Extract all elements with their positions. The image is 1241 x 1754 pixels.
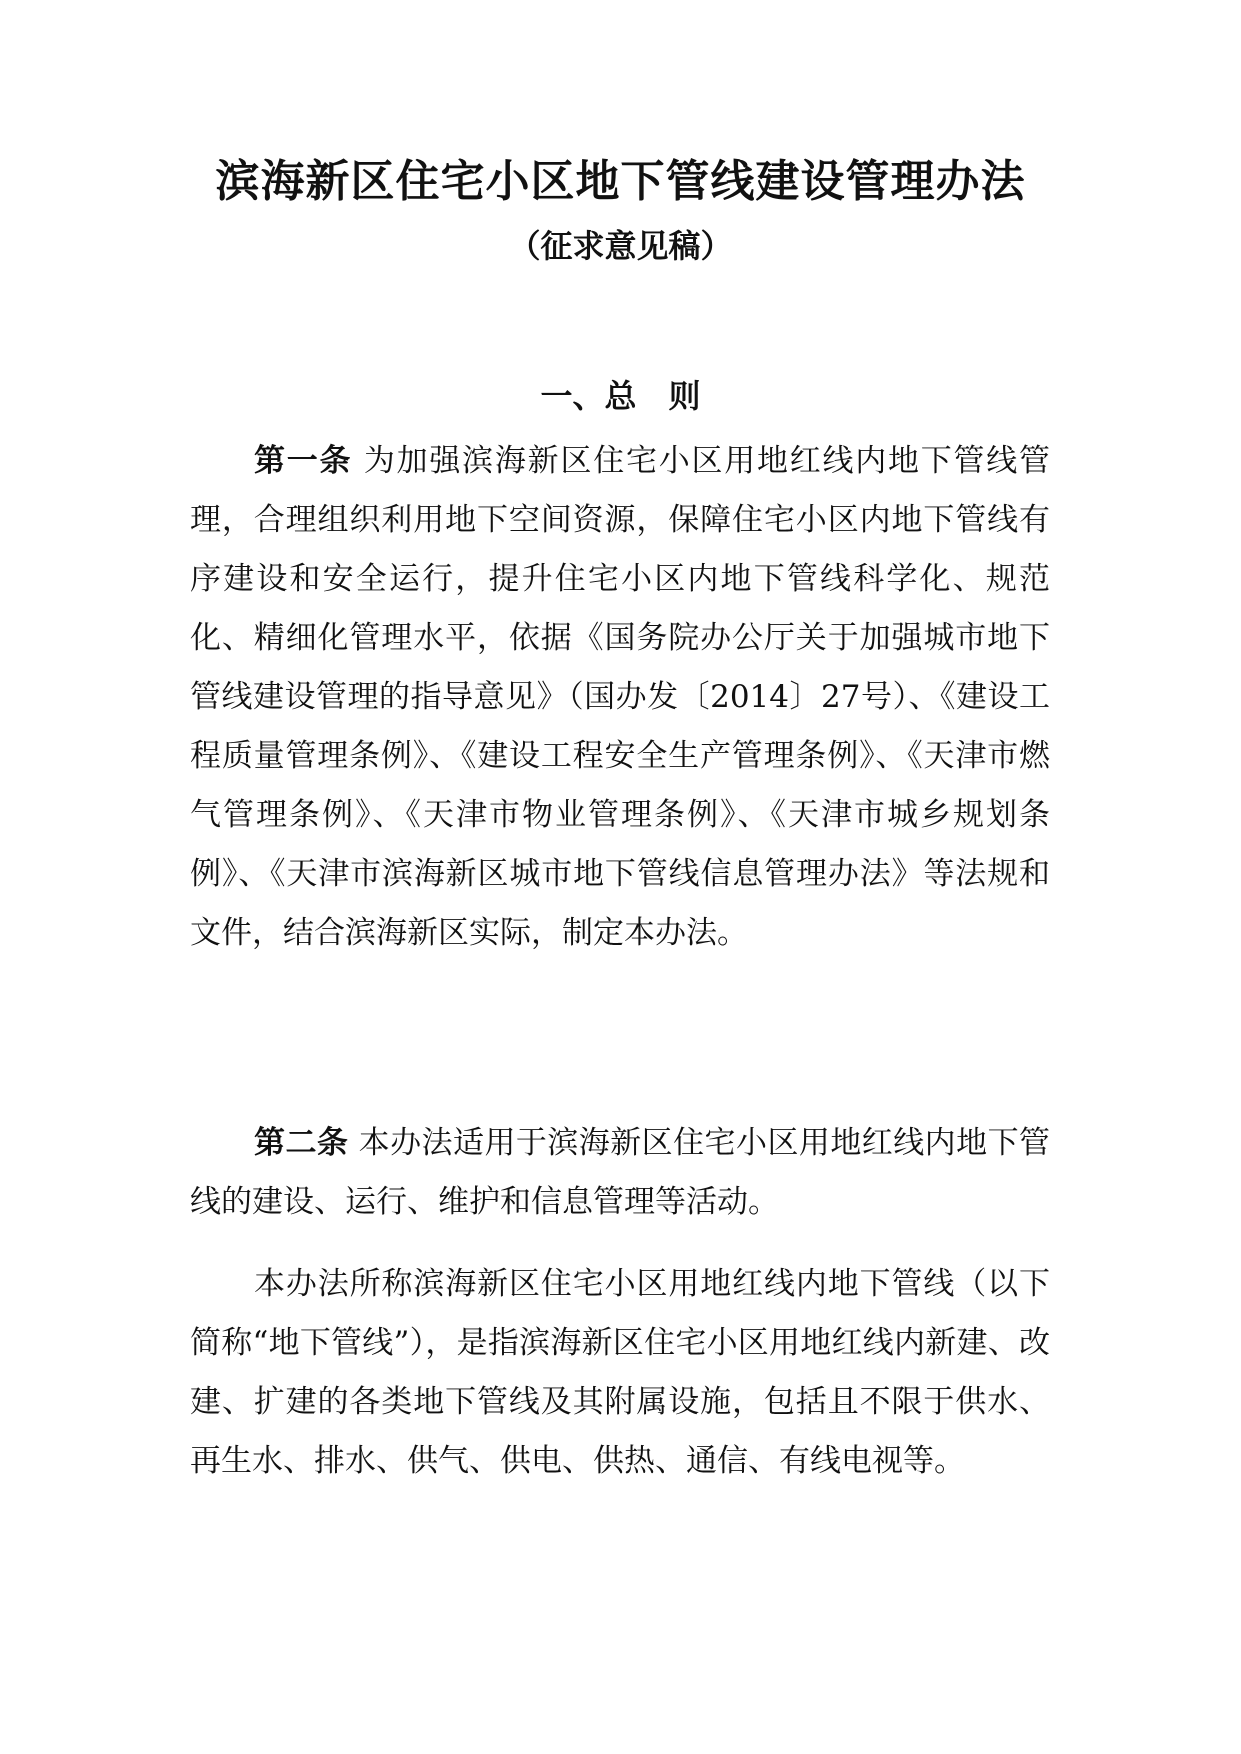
article-1 [190, 432, 1050, 963]
article-1-label: 第一条 [254, 443, 353, 479]
article-2 [190, 1114, 1050, 1232]
article-2-paragraph-2: 本办法所称滨海新区住宅小区用地红线内地下管线（以下简称“地下管线”），是指滨海新区住宅小区用地红线内新建、改建、扩建的各类地下管线及其附属设施，包括且不限于供水、再生水、排水、供气、供电、供热、通信、有线电视等。 [190, 1266, 1050, 1479]
article-2-text: 本办法适用于滨海新区住宅小区用地红线内地下管线的建设、运行、维护和信息管理等活动。 [190, 1125, 1051, 1220]
article-1-text: 为加强滨海新区住宅小区用地红线内地下管线管理，合理组织利用地下空间资源，保障住宅小区内地下管线有序建设和安全运行，提升住宅小区内地下管线科学化、规范化、精细化管理水平，依据《国务院办公厅关于加强城市地下管线建设管理的指导意见》（国办发〔2014〕27号）、《建设工程质量管理条例》、《建设工程安全生产管理条例》、《天津市燃气管理条例》、《天津市物业管理条例》、《天津市城乡规划条例》、《天津市滨海新区城市地下管线信息管理办法》等法规和文件，结合滨海新区实际，制定本办法。 [190, 443, 1051, 951]
document-title: 滨海新区住宅小区地下管线建设管理办法 [215, 156, 1026, 207]
article-2-label: 第二条 [254, 1125, 349, 1161]
document-subtitle: （征求意见稿） [508, 227, 733, 265]
chapter-heading: 一、总 则 [540, 377, 701, 415]
